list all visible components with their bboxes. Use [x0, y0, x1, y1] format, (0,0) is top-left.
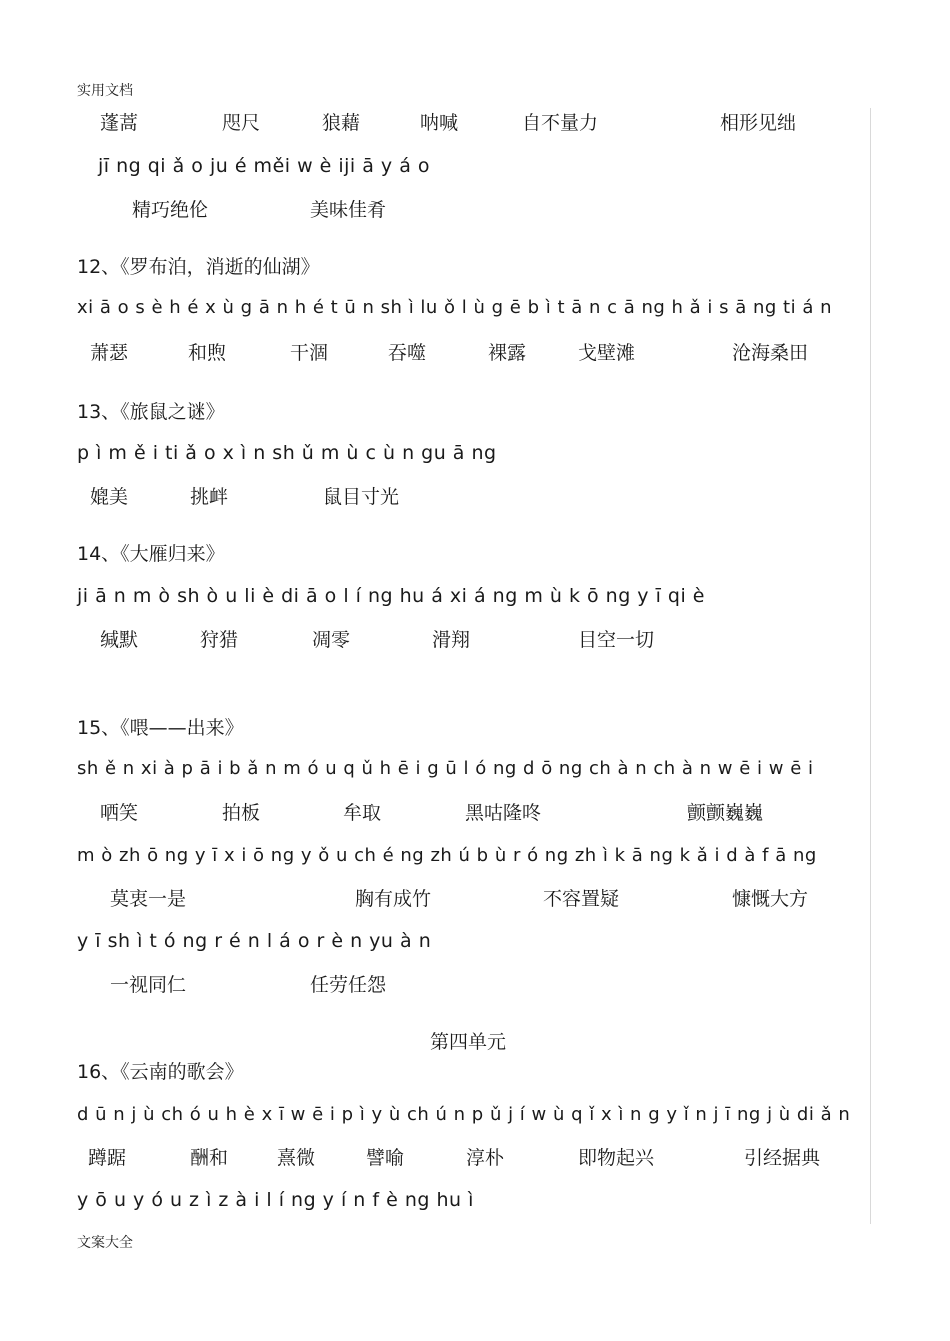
pinyin-line: p ì m ě i ti ǎ o x ì n sh ǔ m ù c ù n gu ā ng: [77, 442, 497, 464]
word: 吞噬: [388, 342, 427, 364]
word: 呐喊: [420, 112, 459, 134]
word: 滑翔: [432, 629, 471, 651]
lesson-title: 16、《云南的歌会》: [77, 1061, 244, 1083]
word: 挑衅: [190, 486, 229, 508]
word: 鼠目寸光: [323, 486, 400, 508]
word: 不容置疑: [543, 888, 620, 910]
word: 自不量力: [522, 112, 599, 134]
pinyin-line: y ī sh ì t ó ng r é n l á o r è n yu à n: [77, 930, 432, 952]
word: 一视同仁: [110, 974, 187, 996]
word: 戈壁滩: [578, 342, 636, 364]
word: 譬喻: [366, 1147, 405, 1169]
word: 酬和: [190, 1147, 229, 1169]
word: 和煦: [188, 342, 227, 364]
word: 牟取: [343, 802, 382, 824]
word: 狩猎: [200, 629, 239, 651]
word: 淳朴: [466, 1147, 505, 1169]
word: 咫尺: [222, 112, 261, 134]
pinyin-line: y ō u y ó u z ì z à i l í ng y í n f è ng hu ì: [77, 1189, 474, 1211]
lesson-title: 12、《罗布泊，消逝的仙湖》: [77, 256, 320, 278]
word: 缄默: [100, 629, 139, 651]
word: 目空一切: [578, 629, 655, 651]
word: 蹲踞: [88, 1147, 127, 1169]
word: 即物起兴: [578, 1147, 655, 1169]
word: 媲美: [90, 486, 129, 508]
page-footer: 文案大全: [77, 1235, 133, 1251]
word: 美味佳肴: [310, 199, 387, 221]
pinyin-line: sh ě n xi à p ā i b ǎ n m ó u q ǔ h ē i g ū l ó ng d ō ng ch à n ch à n w ē i w ē i: [77, 758, 814, 779]
word: 引经据典: [744, 1147, 821, 1169]
word: 拍板: [222, 802, 261, 824]
word: 黑咕隆咚: [465, 802, 542, 824]
word: 莫衷一是: [110, 888, 187, 910]
word: 任劳任怨: [310, 974, 387, 996]
word: 熹微: [277, 1147, 316, 1169]
pinyin-line: m ò zh ō ng y ī x i ō ng y ǒ u ch é ng zh ú b ù r ó ng zh ì k ā ng k ǎ i d à f ā ng: [77, 845, 817, 866]
word: 蓬蒿: [100, 112, 139, 134]
word: 狼藉: [322, 112, 361, 134]
word: 慷慨大方: [732, 888, 809, 910]
pinyin-line: jī ng qi ǎ o ju é měi w è iji ā y á o: [98, 155, 431, 177]
word: 干涸: [290, 342, 329, 364]
word: 裸露: [488, 342, 527, 364]
word: 精巧绝伦: [132, 199, 209, 221]
margin-rule: [870, 108, 871, 1224]
word: 胸有成竹: [355, 888, 432, 910]
word: 颤颤巍巍: [687, 802, 764, 824]
lesson-title: 13、《旅鼠之谜》: [77, 401, 225, 423]
pinyin-line: d ū n j ù ch ó u h è x ī w ē i p ì y ù ch ú n p ǔ j í w ù q ǐ x ì n g y ǐ n j ī ng j ù di ǎ n: [77, 1104, 851, 1125]
pinyin-line: ji ā n m ò sh ò u li è di ā o l í ng hu á xi á ng m ù k ō ng y ī qi è: [77, 585, 705, 607]
word: 沧海桑田: [732, 342, 809, 364]
word: 相形见绌: [720, 112, 797, 134]
word: 哂笑: [100, 802, 139, 824]
word: 萧瑟: [90, 342, 129, 364]
word: 凋零: [312, 629, 351, 651]
lesson-title: 15、《喂——出来》: [77, 717, 244, 739]
lesson-title: 14、《大雁归来》: [77, 543, 225, 565]
pinyin-line: xi ā o s è h é x ù g ā n h é t ū n sh ì lu ǒ l ù g ē b ì t ā n c ā ng h ǎ i s ā ng ti á n: [77, 297, 832, 318]
unit-title: 第四单元: [430, 1031, 507, 1053]
page-header: 实用文档: [77, 83, 133, 99]
